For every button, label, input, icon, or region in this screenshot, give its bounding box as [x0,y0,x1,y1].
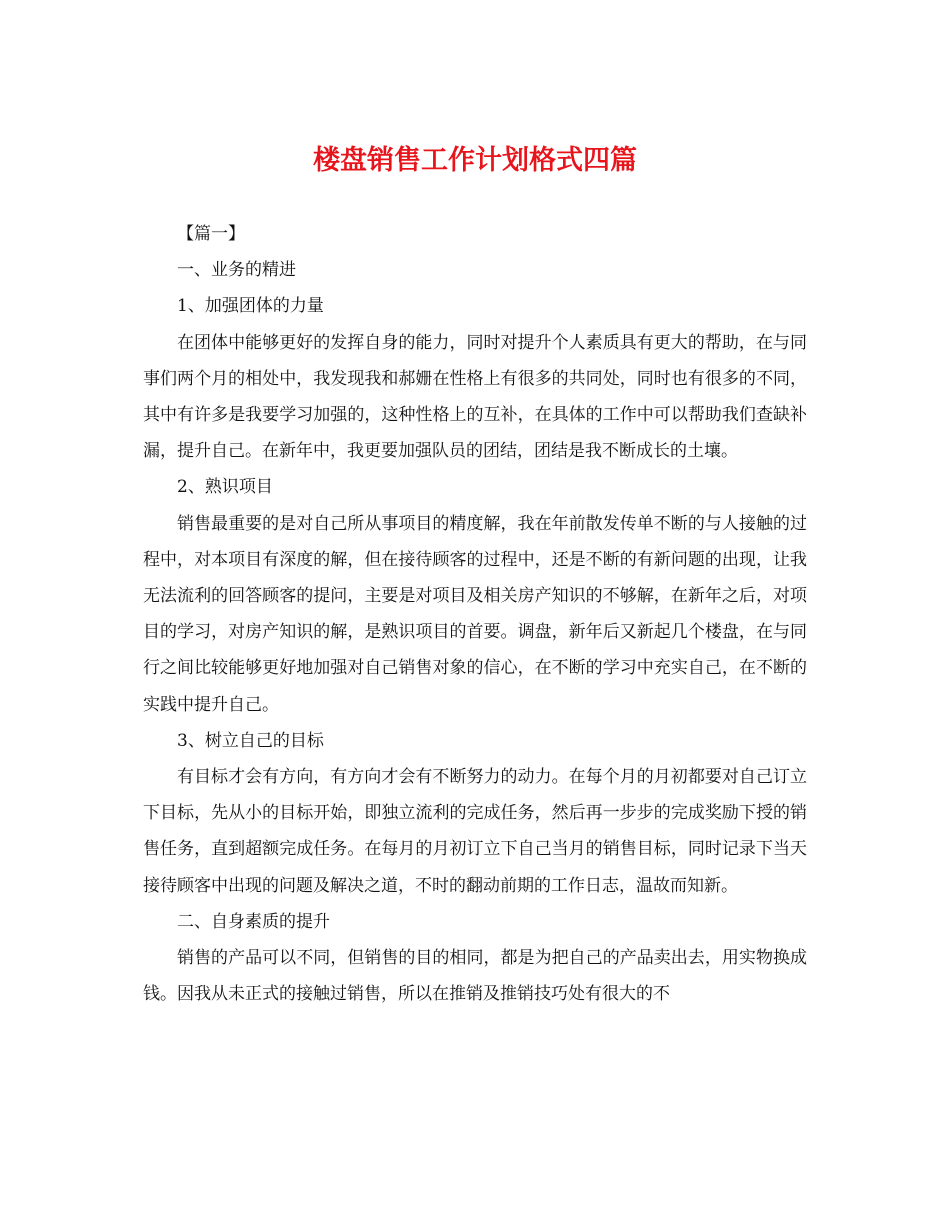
paragraph-know-project: 销售最重要的是对自己所从事项目的精度解，我在年前散发传单不断的与人接触的过程中，对本项目有深度的解，但在接待顾客的过程中，还是不断的有新问题的出现，让我无法流利的回答顾客的提问，主要是对项目及相关房产知识的不够解，在新年之后，对项目的学习，对房产知识的解，是熟识项目的首要。调盘，新年后又新起几个楼盘，在与同行之间比较能够更好地加强对自己销售对象的信心，在不断的学习中充实自己，在不断的实践中提升自己。 [143,513,807,715]
section-heading-part-one: 【篇一】 [177,224,245,244]
subheading-team-strength: 1、加强团体的力量 [177,296,324,317]
subheading-set-goals: 3、树立自己的目标 [177,730,324,751]
heading-business-improvement: 一、业务的精进 [177,260,296,281]
paragraph-team-strength: 在团体中能够更好的发挥自身的能力，同时对提升个人素质具有更大的帮助，在与同事们两个月的相处中，我发现我和郝姗在性格上有很多的共同处，同时也有很多的不同，其中有许多是我要学习加强的，这种性格上的互补，在具体的工作中可以帮助我们查缺补漏，提升自己。在新年中，我更要加强队员的团结，团结是我不断成长的土壤。 [143,332,807,462]
document-body [143,216,807,1012]
paragraph-self-improvement: 销售的产品可以不同，但销售的目的相同，都是为把自己的产品卖出去，用实物换成钱。因我从未正式的接触过销售，所以在推销及推销技巧处有很大的不 [143,948,807,1005]
heading-self-improvement: 二、自身素质的提升 [177,911,330,932]
subheading-know-project: 2、熟识项目 [177,477,273,498]
document-title: 楼盘销售工作计划格式四篇 [313,145,637,176]
paragraph-set-goals: 有目标才会有方向，有方向才会有不断努力的动力。在每个月的月初都要对自己订立下目标，先从小的目标开始，即独立流利的完成任务，然后再一步步的完成奖励下授的销售任务，直到超额完成任务。在每月的月初订立下自己当月的销售目标，同时记录下当天接待顾客中出现的问题及解决之道，不时的翻动前期的工作日志，温故而知新。 [143,767,807,896]
